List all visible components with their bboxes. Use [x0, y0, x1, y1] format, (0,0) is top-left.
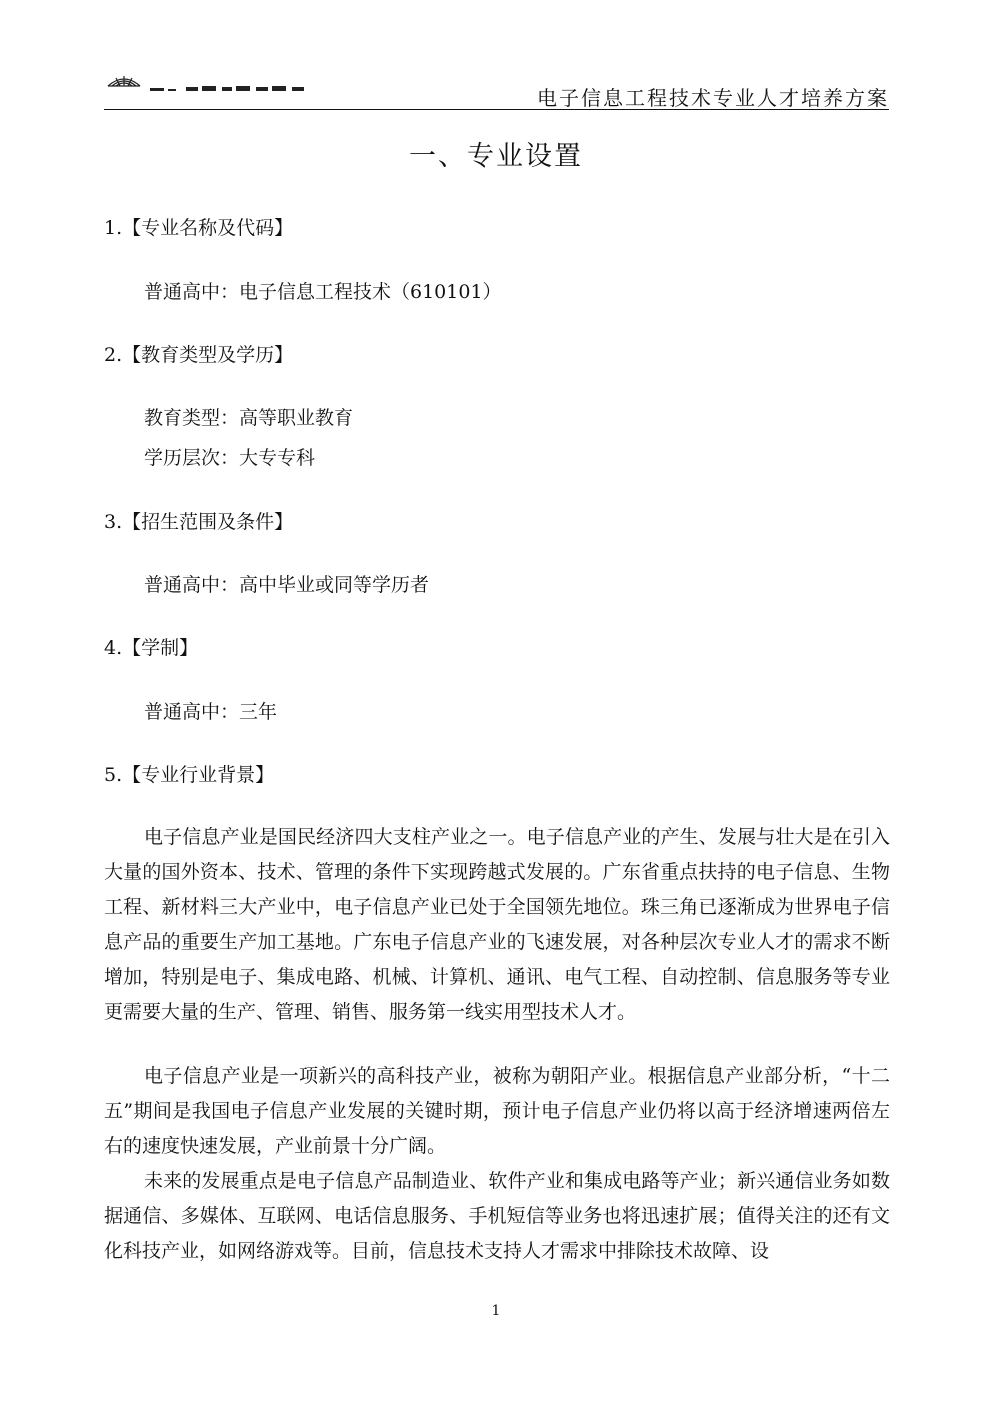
section-heading: 5.【专业行业背景】: [104, 764, 275, 786]
section-line: 教育类型：高等职业教育: [144, 407, 354, 429]
section-heading: 2.【教育类型及学历】: [104, 344, 294, 366]
section-heading: 1.【专业名称及代码】: [104, 217, 294, 239]
page-title: 一、专业设置: [409, 141, 583, 172]
school-logo: [104, 72, 319, 96]
body-paragraph: 电子信息产业是一项新兴的高科技产业，被称为朝阳产业。根据信息产业部分析，“十二五”期间是我国电子信息产业发展的关键时期，预计电子信息产业仍将以高于经济增速两倍左右的速度快速发展，产业前景十分广阔。: [104, 1065, 890, 1157]
body-paragraph: 未来的发展重点是电子信息产品制造业、软件产业和集成电路等产业；新兴通信业务如数据通信、多媒体、互联网、电话信息服务、手机短信等业务也将迅速扩展；值得关注的还有文化科技产业，如网络游戏等。目前，信息技术支持人才需求中排除技术故障、设: [104, 1170, 890, 1262]
header-title: 电子信息工程技术专业人才培养方案: [537, 86, 889, 110]
section-line: 学历层次：大专专科: [144, 447, 316, 469]
section-heading: 3.【招生范围及条件】: [104, 511, 294, 533]
section-line: 普通高中：电子信息工程技术（610101）: [144, 281, 502, 303]
header-divider: [104, 109, 889, 110]
section-line: 普通高中：三年: [144, 701, 278, 723]
body-paragraph: 电子信息产业是国民经济四大支柱产业之一。电子信息产业的产生、发展与壮大是在引入大量的国外资本、技术、管理的条件下实现跨越式发展的。广东省重点扶持的电子信息、生物工程、新材料三大产业中，电子信息产业已处于全国领先地位。珠三角已逐渐成为世界电子信息产品的重要生产加工基地。广东电子信息产业的飞速发展，对各种层次专业人才的需求不断增加，特别是电子、集成电路、机械、计算机、通讯、电气工程、自动控制、信息服务等专业更需要大量的生产、管理、销售、服务第一线实用型技术人才。: [104, 826, 890, 1023]
section-heading: 4.【学制】: [104, 637, 199, 659]
page-header: [104, 68, 889, 112]
section-line: 普通高中：高中毕业或同等学历者: [144, 574, 430, 596]
page-number: 1: [491, 1303, 501, 1319]
